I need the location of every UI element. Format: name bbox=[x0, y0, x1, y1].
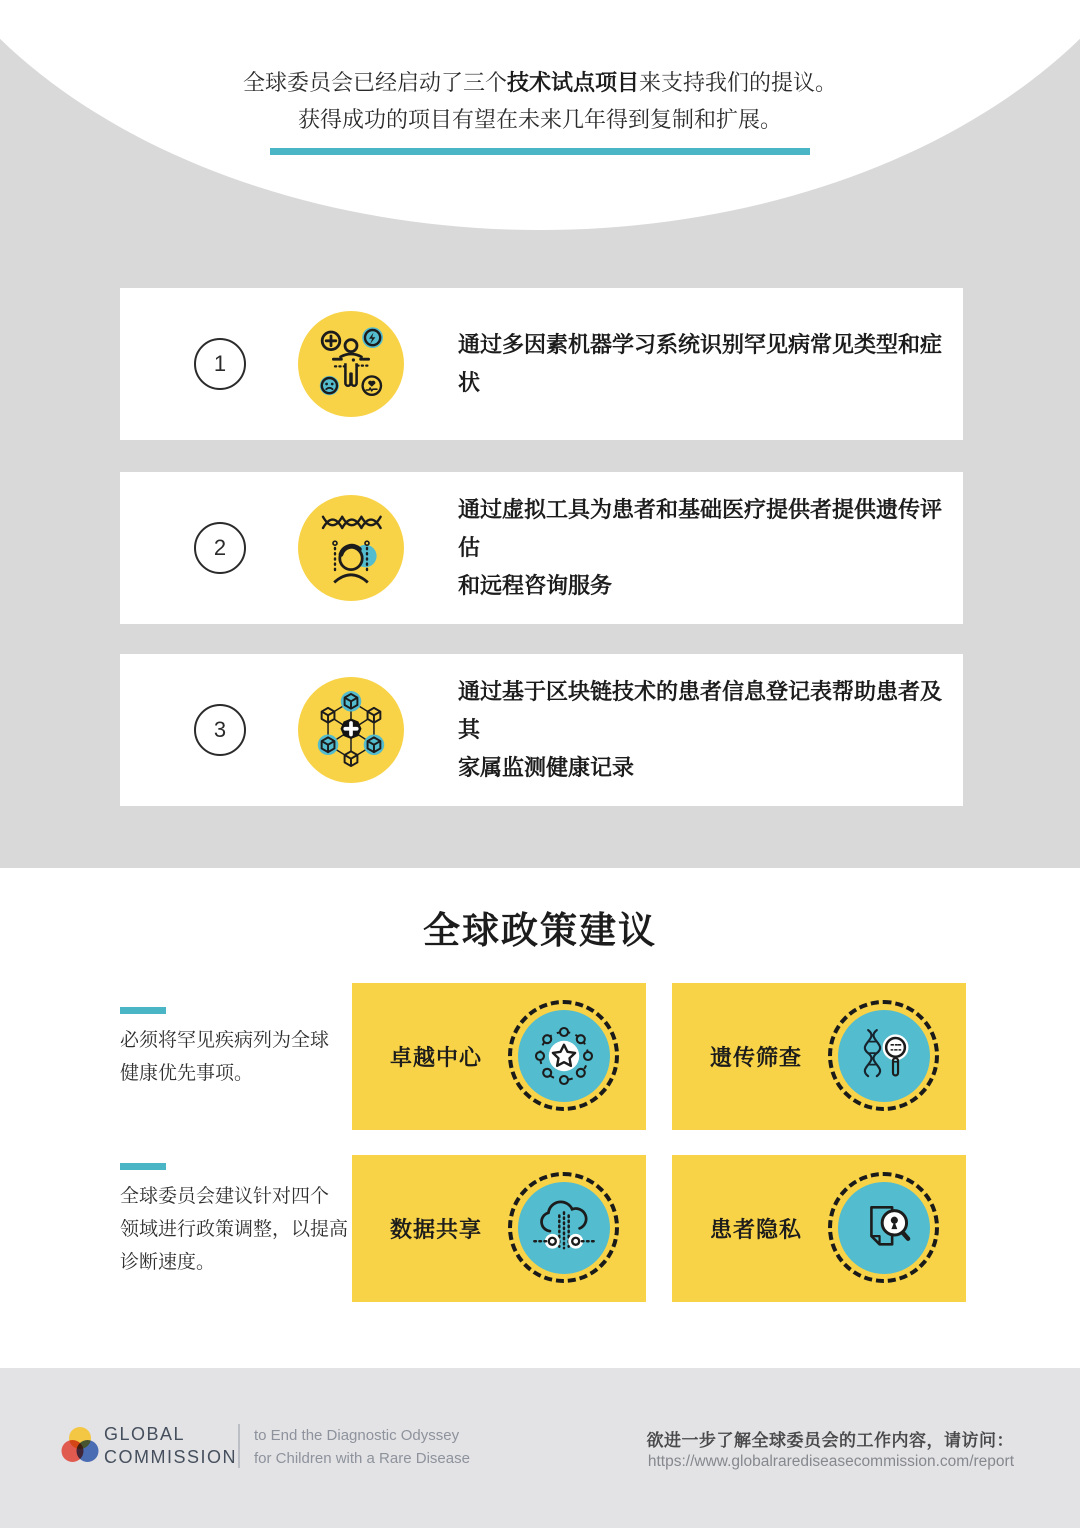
pilot-card-3 bbox=[120, 654, 963, 806]
global-commission-logo bbox=[58, 1424, 102, 1470]
step-number-badge: 3 bbox=[194, 704, 246, 756]
footer-divider bbox=[238, 1424, 240, 1468]
teal-underline-bar bbox=[270, 148, 810, 155]
step-number-badge: 2 bbox=[194, 522, 246, 574]
footer-report-url: https://www.globalrarediseasecommission.com/report bbox=[647, 1453, 1014, 1470]
logo-wordmark: GLOBAL COMMISSION bbox=[104, 1424, 238, 1467]
pilot-card-text: 通过多因素机器学习系统识别罕见病常见类型和症状 bbox=[458, 332, 943, 395]
intro-line1: 全球委员会已经启动了三个技术试点项目来支持我们的提议。 bbox=[242, 70, 838, 95]
centers-of-excellence-star-icon bbox=[518, 1010, 610, 1102]
pilot-card-text: 通过虚拟工具为患者和基础医疗提供者提供遗传评估 和远程咨询服务 bbox=[458, 497, 943, 598]
policy-note-2: 全球委员会建议针对四个 领域进行政策调整，以提高 诊断速度。 bbox=[120, 1186, 349, 1273]
teal-accent-bar bbox=[120, 1163, 166, 1170]
pilot-card-1 bbox=[120, 288, 963, 440]
teal-accent-bar bbox=[120, 1007, 166, 1014]
patient-privacy-lock-magnifier-icon bbox=[838, 1182, 930, 1274]
step-number-badge: 1 bbox=[194, 338, 246, 390]
pilot-card-2 bbox=[120, 472, 963, 624]
genetic-counseling-icon bbox=[298, 495, 404, 601]
policy-card-centers-of-excellence: 卓越中心 bbox=[352, 983, 646, 1130]
intro-line2: 获得成功的项目有望在未来几年得到复制和扩展。 bbox=[297, 107, 782, 132]
blockchain-registry-icon bbox=[298, 677, 404, 783]
data-sharing-cloud-icon bbox=[518, 1182, 610, 1274]
policy-section-title: 全球政策建议 bbox=[423, 910, 657, 951]
intro-text bbox=[0, 64, 1080, 138]
footer-cta-text: 欲进一步了解全球委员会的工作内容，请访问： bbox=[646, 1431, 1014, 1450]
patient-symptoms-ml-icon bbox=[298, 311, 404, 417]
policy-note-1: 必须将罕见疾病列为全球 健康优先事项。 bbox=[120, 1030, 330, 1084]
policy-section bbox=[0, 868, 1080, 1368]
policy-card-genetic-screening: 遗传筛查 bbox=[672, 983, 966, 1130]
policy-card-patient-privacy: 患者隐私 bbox=[672, 1155, 966, 1302]
footer bbox=[0, 1368, 1080, 1528]
pilot-card-text: 通过基于区块链技术的患者信息登记表帮助患者及其 家属监测健康记录 bbox=[458, 679, 943, 780]
footer-tagline: to End the Diagnostic Odyssey for Children with a Rare Disease bbox=[254, 1427, 470, 1467]
genetic-screening-dna-magnifier-icon bbox=[838, 1010, 930, 1102]
policy-card-data-sharing: 数据共享 bbox=[352, 1155, 646, 1302]
